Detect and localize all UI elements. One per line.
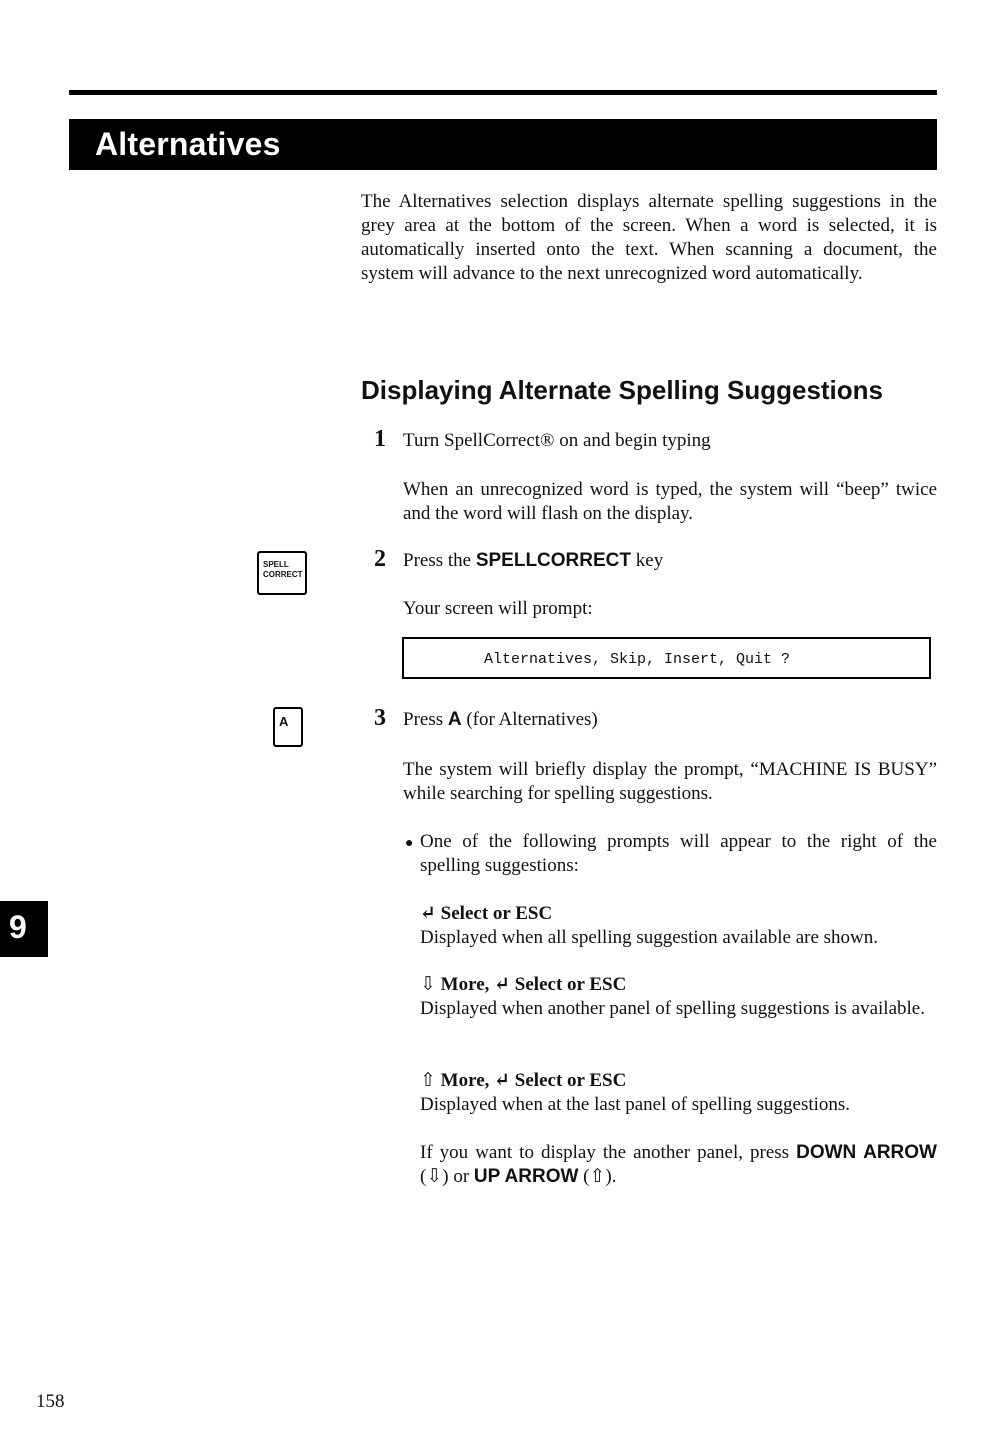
step-2-text (403, 550, 663, 572)
closing-up-key: UP ARROW (473, 1166, 579, 1187)
bullet-dot-icon: ● (405, 836, 414, 851)
prompt-2-heading-text: More, ↵ Select or ESC (440, 974, 627, 995)
step-2-key: SPELLCORRECT (475, 550, 632, 571)
closing-mid: or (448, 1166, 474, 1187)
step-3-key: A (447, 709, 462, 730)
step-2-detail: Your screen will prompt: (403, 598, 593, 619)
a-key-icon (273, 707, 303, 747)
spellcorrect-key-icon (257, 551, 307, 595)
enter-icon: ↵ (420, 903, 436, 924)
step-3-detail: The system will briefly display the prompt, “MACHINE IS BUSY” while searching for spelling suggestions. (403, 759, 937, 804)
step-2-post: key (631, 550, 664, 571)
closing-pre: If you want to display the another panel, press (420, 1142, 797, 1163)
intro-paragraph: The Alternatives selection displays alternate spelling suggestions in the grey area at the bottom of the screen. When a word is selected, it is automatically inserted onto the text. When scanning a document, the system will advance to the next unrecognized word automatically. (361, 191, 937, 284)
page-number: 158 (36, 1391, 65, 1412)
closing-paragraph (420, 1141, 937, 1189)
step-3-post: (for Alternatives) (461, 709, 598, 730)
section-title-bar (69, 119, 937, 170)
closing-up-symbol: (⇧) (583, 1166, 612, 1187)
a-key-label: A (279, 714, 289, 729)
step-1-text: Turn SpellCorrect® on and begin typing (403, 430, 711, 451)
spell-key-label-1: SPELL (263, 560, 289, 569)
step-3-number: 3 (374, 705, 386, 731)
prompt-2-description: Displayed when another panel of spelling suggestions is available. (420, 998, 925, 1019)
spell-key-label-2: CORRECT (263, 570, 303, 579)
section-title: Alternatives (95, 126, 281, 162)
prompt-3-heading (420, 1069, 626, 1092)
prompt-3-description: Displayed when at the last panel of spelling suggestions. (420, 1094, 851, 1115)
prompt-1-description: Displayed when all spelling suggestion available are shown. (420, 927, 879, 948)
down-arrow-icon: ⇩ (420, 974, 436, 995)
subheading: Displaying Alternate Spelling Suggestions (361, 375, 884, 405)
screen-prompt-text: Alternatives, Skip, Insert, Quit ? (484, 651, 791, 668)
prompt-2-heading (420, 973, 626, 996)
step-2-number: 2 (374, 546, 386, 572)
step-2-pre: Press the (403, 550, 476, 571)
step-1-number: 1 (374, 426, 386, 452)
closing-down-key: DOWN ARROW (796, 1142, 937, 1163)
prompt-3-heading-text: More, ↵ Select or ESC (440, 1070, 627, 1091)
closing-end: . (611, 1166, 617, 1187)
prompt-1-heading-text: Select or ESC (440, 903, 553, 924)
step-3-text (403, 709, 598, 731)
up-arrow-icon: ⇧ (420, 1070, 436, 1091)
bullet-text: One of the following prompts will appear to the right of the spelling suggestions: (420, 831, 937, 876)
step-1-detail: When an unrecognized word is typed, the system will “beep” twice and the word will flash on the display. (403, 479, 937, 524)
top-rule (69, 90, 937, 95)
closing-down-symbol: (⇩) (420, 1166, 449, 1187)
chapter-tab-number: 9 (9, 909, 27, 945)
step-3-pre: Press (403, 709, 448, 730)
screen-prompt-box (402, 637, 931, 679)
prompt-1-heading (420, 902, 552, 925)
chapter-tab (0, 901, 48, 957)
